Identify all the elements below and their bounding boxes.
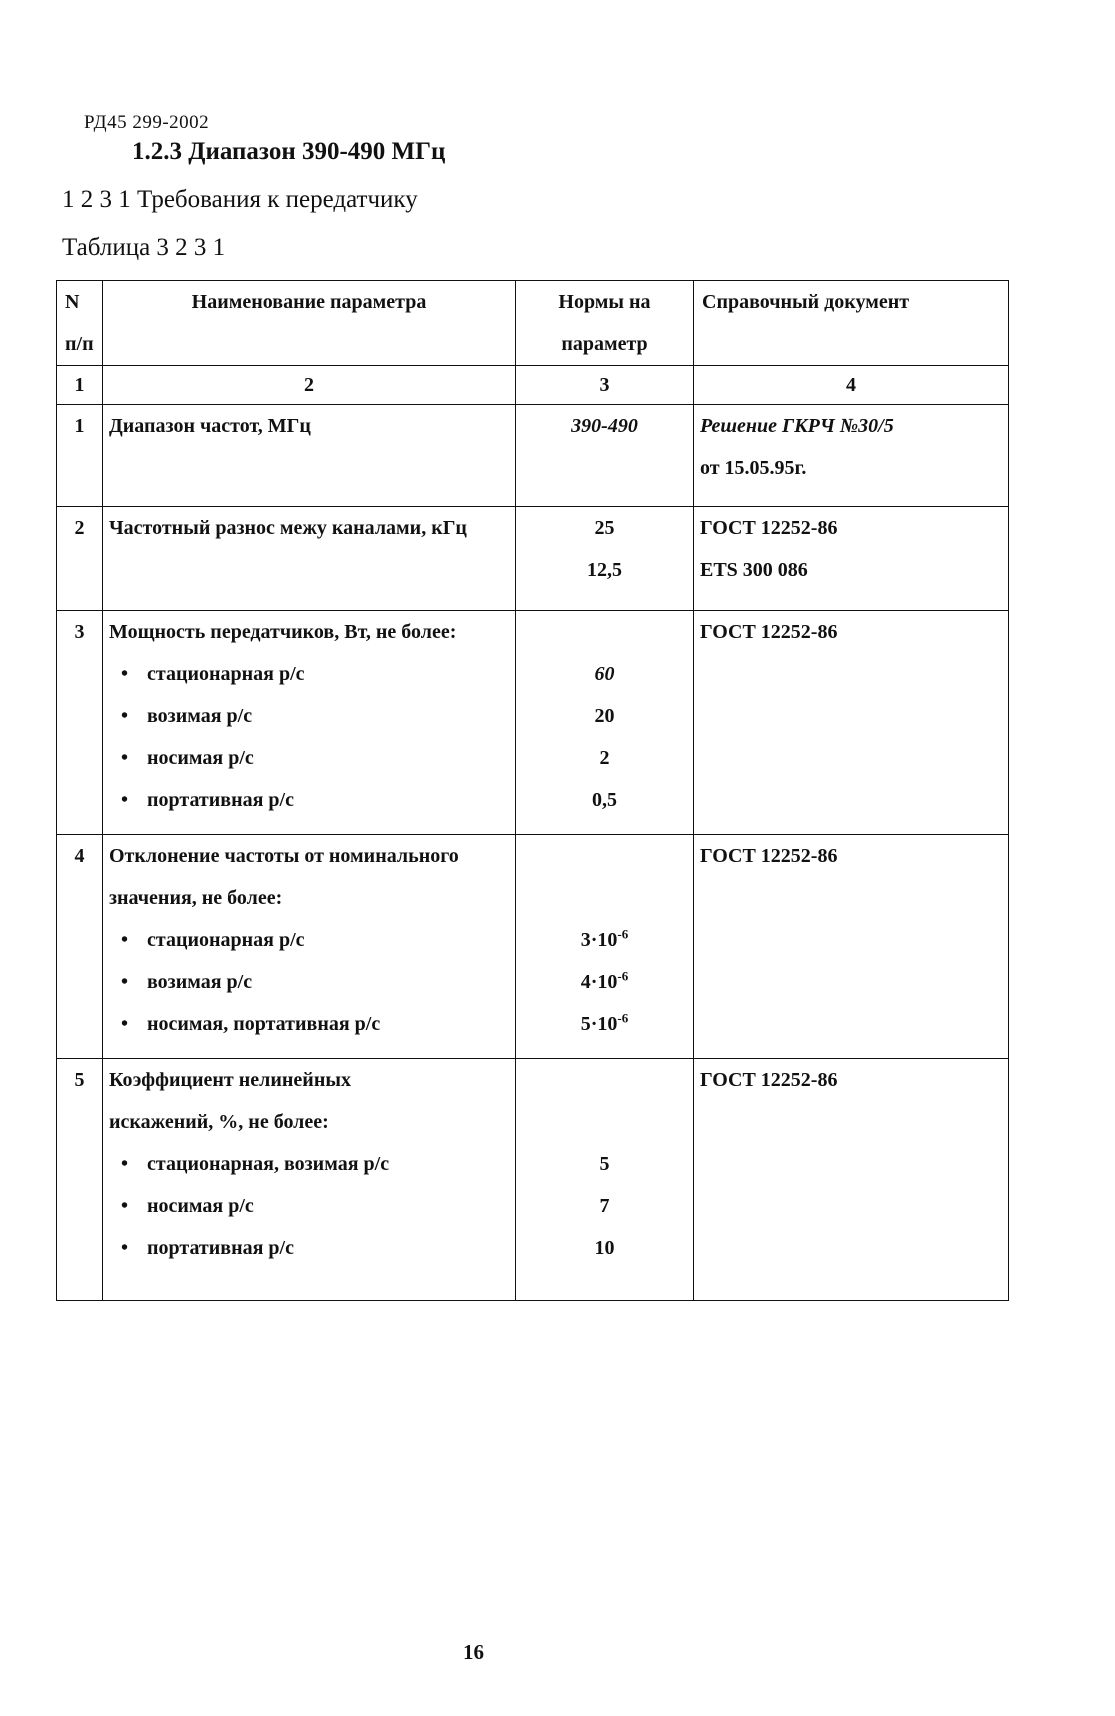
list-item: • возимая р/с — [109, 961, 509, 1003]
col-number: 4 — [694, 366, 1009, 405]
table-row — [57, 507, 1009, 611]
list-item: • стационарная, возимая р/с — [109, 1143, 509, 1185]
page-number: 16 — [463, 1640, 484, 1664]
norm-value: 5 7 10 — [516, 1059, 694, 1301]
table-header-row — [57, 281, 1009, 366]
param-name: Частотный разнос межу каналами, кГц — [103, 507, 516, 611]
param-name: Мощность передатчиков, Вт, не более: • стационарная р/с • возимая р/с • носимая р/с • портативная р/с — [103, 611, 516, 835]
reference-doc: ГОСТ 12252-86 — [694, 611, 1009, 835]
reference-doc: ГОСТ 12252-86 — [694, 1059, 1009, 1301]
row-number: 2 — [57, 507, 103, 611]
list-item: • портативная р/с — [109, 779, 509, 821]
norm-value: 60 20 2 0,5 — [516, 611, 694, 835]
table-row — [57, 1059, 1009, 1301]
col-number: 2 — [103, 366, 516, 405]
table-caption: Таблица 3 2 3 1 — [62, 234, 226, 261]
list-item: • носимая, портативная р/с — [109, 1003, 509, 1045]
col-number: 3 — [516, 366, 694, 405]
reference-doc: ГОСТ 12252-86 — [694, 835, 1009, 1059]
row-number: 3 — [57, 611, 103, 835]
row-number: 4 — [57, 835, 103, 1059]
norm-value: 25 12,5 — [516, 507, 694, 611]
table-row — [57, 611, 1009, 835]
header-param: Наименование параметра — [103, 281, 516, 366]
param-name: Отклонение частоты от номинального значения, не более: • стационарная р/с • возимая р/с • носимая, портативная р/с — [103, 835, 516, 1059]
section-title: 1.2.3 Диапазон 390-490 МГц — [132, 138, 446, 165]
header-num: N п/п — [57, 281, 103, 366]
table-row — [57, 405, 1009, 507]
norm-value: 390-490 — [516, 405, 694, 507]
reference-doc: ГОСТ 12252-86 ETS 300 086 — [694, 507, 1009, 611]
list-item: • стационарная р/с — [109, 653, 509, 695]
row-number: 5 — [57, 1059, 103, 1301]
list-item: • портативная р/с — [109, 1227, 509, 1269]
reference-doc: Решение ГКРЧ №30/5 от 15.05.95г. — [694, 405, 1009, 507]
param-name: Коэффициент нелинейных искажений, %, не более: • стационарная, возимая р/с • носимая р/с • портативная р/с — [103, 1059, 516, 1301]
header-norm: Нормы на параметр — [516, 281, 694, 366]
list-item: • носимая р/с — [109, 1185, 509, 1227]
subsection-title: 1 2 3 1 Требования к передатчику — [62, 186, 418, 213]
list-item: • носимая р/с — [109, 737, 509, 779]
document-code: РД45 299-2002 — [84, 112, 210, 133]
parameters-table — [56, 280, 1009, 1301]
norm-value: $3\cdot 10^{-6}$ $4\cdot 10^{-6}$ $5\cdot 10^{-6}$ — [516, 835, 694, 1059]
list-item: • стационарная р/с — [109, 919, 509, 961]
list-item: • возимая р/с — [109, 695, 509, 737]
param-name: Диапазон частот, МГц — [103, 405, 516, 507]
col-number: 1 — [57, 366, 103, 405]
row-number: 1 — [57, 405, 103, 507]
table-row — [57, 835, 1009, 1059]
header-doc: Справочный документ — [694, 281, 1009, 366]
column-number-row — [57, 366, 1009, 405]
